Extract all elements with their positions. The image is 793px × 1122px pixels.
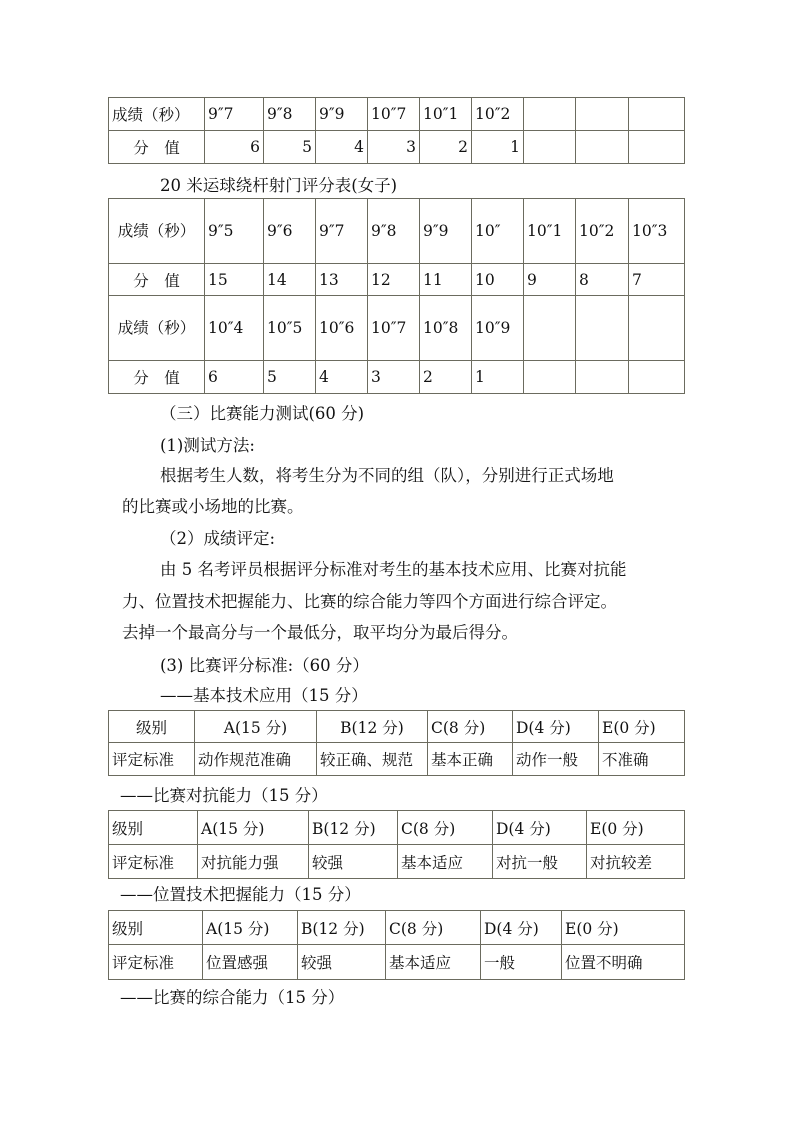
table-cell: A(15 分)	[195, 711, 317, 743]
table-cell: 9″9	[420, 199, 472, 264]
table-cell: 10″4	[205, 296, 264, 361]
table-cell: 4	[316, 361, 368, 394]
table-cell: E(0 分)	[587, 811, 685, 845]
table-cell	[576, 131, 629, 164]
table-cell: 9	[524, 264, 576, 296]
table-cell: 10″7	[368, 296, 420, 361]
table-cell	[629, 296, 685, 361]
position-title: ——位置技术把握能力（15 分）	[120, 885, 361, 904]
table-cell: 15	[205, 264, 264, 296]
table-cell: 成绩（秒）	[109, 98, 205, 131]
table-cell: 10″1	[420, 98, 472, 131]
table-cell: 9″8	[264, 98, 316, 131]
evaluation-text-line1: 由 5 名考评员根据评分标准对考生的基本技术应用、比赛对抗能	[160, 560, 627, 579]
table-cell: 成绩（秒）	[109, 296, 205, 361]
table-cell: 对抗一般	[493, 845, 587, 879]
table-row	[109, 811, 685, 845]
table-cell	[524, 131, 576, 164]
table-cell: 基本适应	[386, 945, 481, 980]
table-cell: 3	[368, 361, 420, 394]
table-cell: 对抗较差	[587, 845, 685, 879]
table-cell	[576, 361, 629, 394]
table-cell	[629, 361, 685, 394]
table-cell: 10″9	[472, 296, 524, 361]
table-cell	[524, 361, 576, 394]
table-cell: 1	[472, 361, 524, 394]
table-cell: 成绩（秒）	[109, 199, 205, 264]
position-table	[108, 910, 685, 980]
table-cell: 12	[368, 264, 420, 296]
evaluation-heading: （2）成绩评定:	[160, 529, 276, 548]
table-cell: 6	[205, 361, 264, 394]
table-cell	[629, 98, 685, 131]
table-cell: A(15 分)	[198, 811, 309, 845]
table-cell: 9″6	[264, 199, 316, 264]
table-cell: 分 值	[109, 131, 205, 164]
table-cell: 评定标准	[109, 845, 198, 879]
table-cell: 10″5	[264, 296, 316, 361]
evaluation-text-line3: 去掉一个最高分与一个最低分，取平均分为最后得分。	[122, 623, 518, 642]
table-row	[109, 711, 685, 743]
table-cell: D(4 分)	[493, 811, 587, 845]
table-cell: 10	[472, 264, 524, 296]
table-row	[109, 131, 685, 164]
table-row	[109, 264, 685, 296]
table-cell: 基本适应	[398, 845, 493, 879]
table-cell: 对抗能力强	[198, 845, 309, 879]
method-text-line1: 根据考生人数，将考生分为不同的组（队），分别进行正式场地	[160, 466, 614, 485]
table-cell: 一般	[481, 945, 562, 980]
table-row	[109, 296, 685, 361]
table-cell: 6	[205, 131, 264, 164]
section-heading: （三）比赛能力测试(60 分)	[160, 404, 365, 423]
table-cell: E(0 分)	[599, 711, 685, 743]
table-cell: 9″9	[316, 98, 368, 131]
table-row	[109, 743, 685, 776]
method-text-line2: 的比赛或小场地的比赛。	[122, 497, 304, 516]
table-cell: 8	[576, 264, 629, 296]
table-cell: 基本正确	[428, 743, 513, 776]
table-cell: 分 值	[109, 361, 205, 394]
overall-title: ——比赛的综合能力（15 分）	[120, 988, 345, 1007]
table-cell: 位置不明确	[562, 945, 685, 980]
table-cell: 10″7	[368, 98, 420, 131]
table-cell: 13	[316, 264, 368, 296]
table-cell: 较正确、规范	[317, 743, 428, 776]
table-cell: B(12 分)	[317, 711, 428, 743]
table-cell: 分 值	[109, 264, 205, 296]
table-row	[109, 845, 685, 879]
table-cell: D(4 分)	[481, 911, 562, 945]
standard-heading: (3) 比赛评分标准:（60 分）	[160, 656, 369, 675]
table-cell: 较强	[298, 945, 386, 980]
table-cell: 7	[629, 264, 685, 296]
table-cell: 9″8	[368, 199, 420, 264]
table-cell	[629, 131, 685, 164]
table-row	[109, 911, 685, 945]
table-cell: 11	[420, 264, 472, 296]
table-cell: 9″5	[205, 199, 264, 264]
table-row	[109, 945, 685, 980]
table-cell: 2	[420, 361, 472, 394]
table-cell: 10″2	[472, 98, 524, 131]
confrontation-table	[108, 810, 685, 879]
table-cell: 评定标准	[109, 945, 203, 980]
table-cell: B(12 分)	[309, 811, 398, 845]
table-cell: D(4 分)	[513, 711, 599, 743]
table-cell	[524, 296, 576, 361]
table-cell: 3	[368, 131, 420, 164]
table-cell: 级别	[109, 711, 195, 743]
table-cell: 10″6	[316, 296, 368, 361]
table-cell: 级别	[109, 911, 203, 945]
table-cell: C(8 分)	[398, 811, 493, 845]
table-cell: 9″7	[205, 98, 264, 131]
table-cell: E(0 分)	[562, 911, 685, 945]
method-heading: (1)测试方法:	[160, 436, 255, 455]
table-cell: 动作规范准确	[195, 743, 317, 776]
table-cell: 较强	[309, 845, 398, 879]
table-row	[109, 199, 685, 264]
table-cell: 5	[264, 131, 316, 164]
table-cell: 级别	[109, 811, 198, 845]
score-table-continued	[108, 97, 685, 164]
basic-skill-table	[108, 710, 685, 776]
table-row	[109, 361, 685, 394]
table-cell: 10″3	[629, 199, 685, 264]
table-cell: 动作一般	[513, 743, 599, 776]
table-row	[109, 98, 685, 131]
evaluation-text-line2: 力、位置技术把握能力、比赛的综合能力等四个方面进行综合评定。	[122, 592, 617, 611]
table-cell: 评定标准	[109, 743, 195, 776]
table-cell: 9″7	[316, 199, 368, 264]
table-cell	[524, 98, 576, 131]
table-title-female: 20 米运球绕杆射门评分表(女子)	[160, 176, 398, 195]
score-table-female	[108, 198, 685, 394]
table-cell: 5	[264, 361, 316, 394]
confrontation-title: ——比赛对抗能力（15 分）	[120, 786, 328, 805]
table-cell: 4	[316, 131, 368, 164]
table-cell: 2	[420, 131, 472, 164]
table-cell: C(8 分)	[428, 711, 513, 743]
table-cell: 10″	[472, 199, 524, 264]
table-cell: 10″1	[524, 199, 576, 264]
table-cell: 14	[264, 264, 316, 296]
table-cell	[576, 98, 629, 131]
table-cell: 位置感强	[203, 945, 298, 980]
table-cell: 1	[472, 131, 524, 164]
table-cell: A(15 分)	[203, 911, 298, 945]
table-cell: 不准确	[599, 743, 685, 776]
table-cell: 10″8	[420, 296, 472, 361]
table-cell: B(12 分)	[298, 911, 386, 945]
table-cell	[576, 296, 629, 361]
basic-skill-title: ——基本技术应用（15 分）	[160, 686, 368, 705]
table-cell: C(8 分)	[386, 911, 481, 945]
table-cell: 10″2	[576, 199, 629, 264]
